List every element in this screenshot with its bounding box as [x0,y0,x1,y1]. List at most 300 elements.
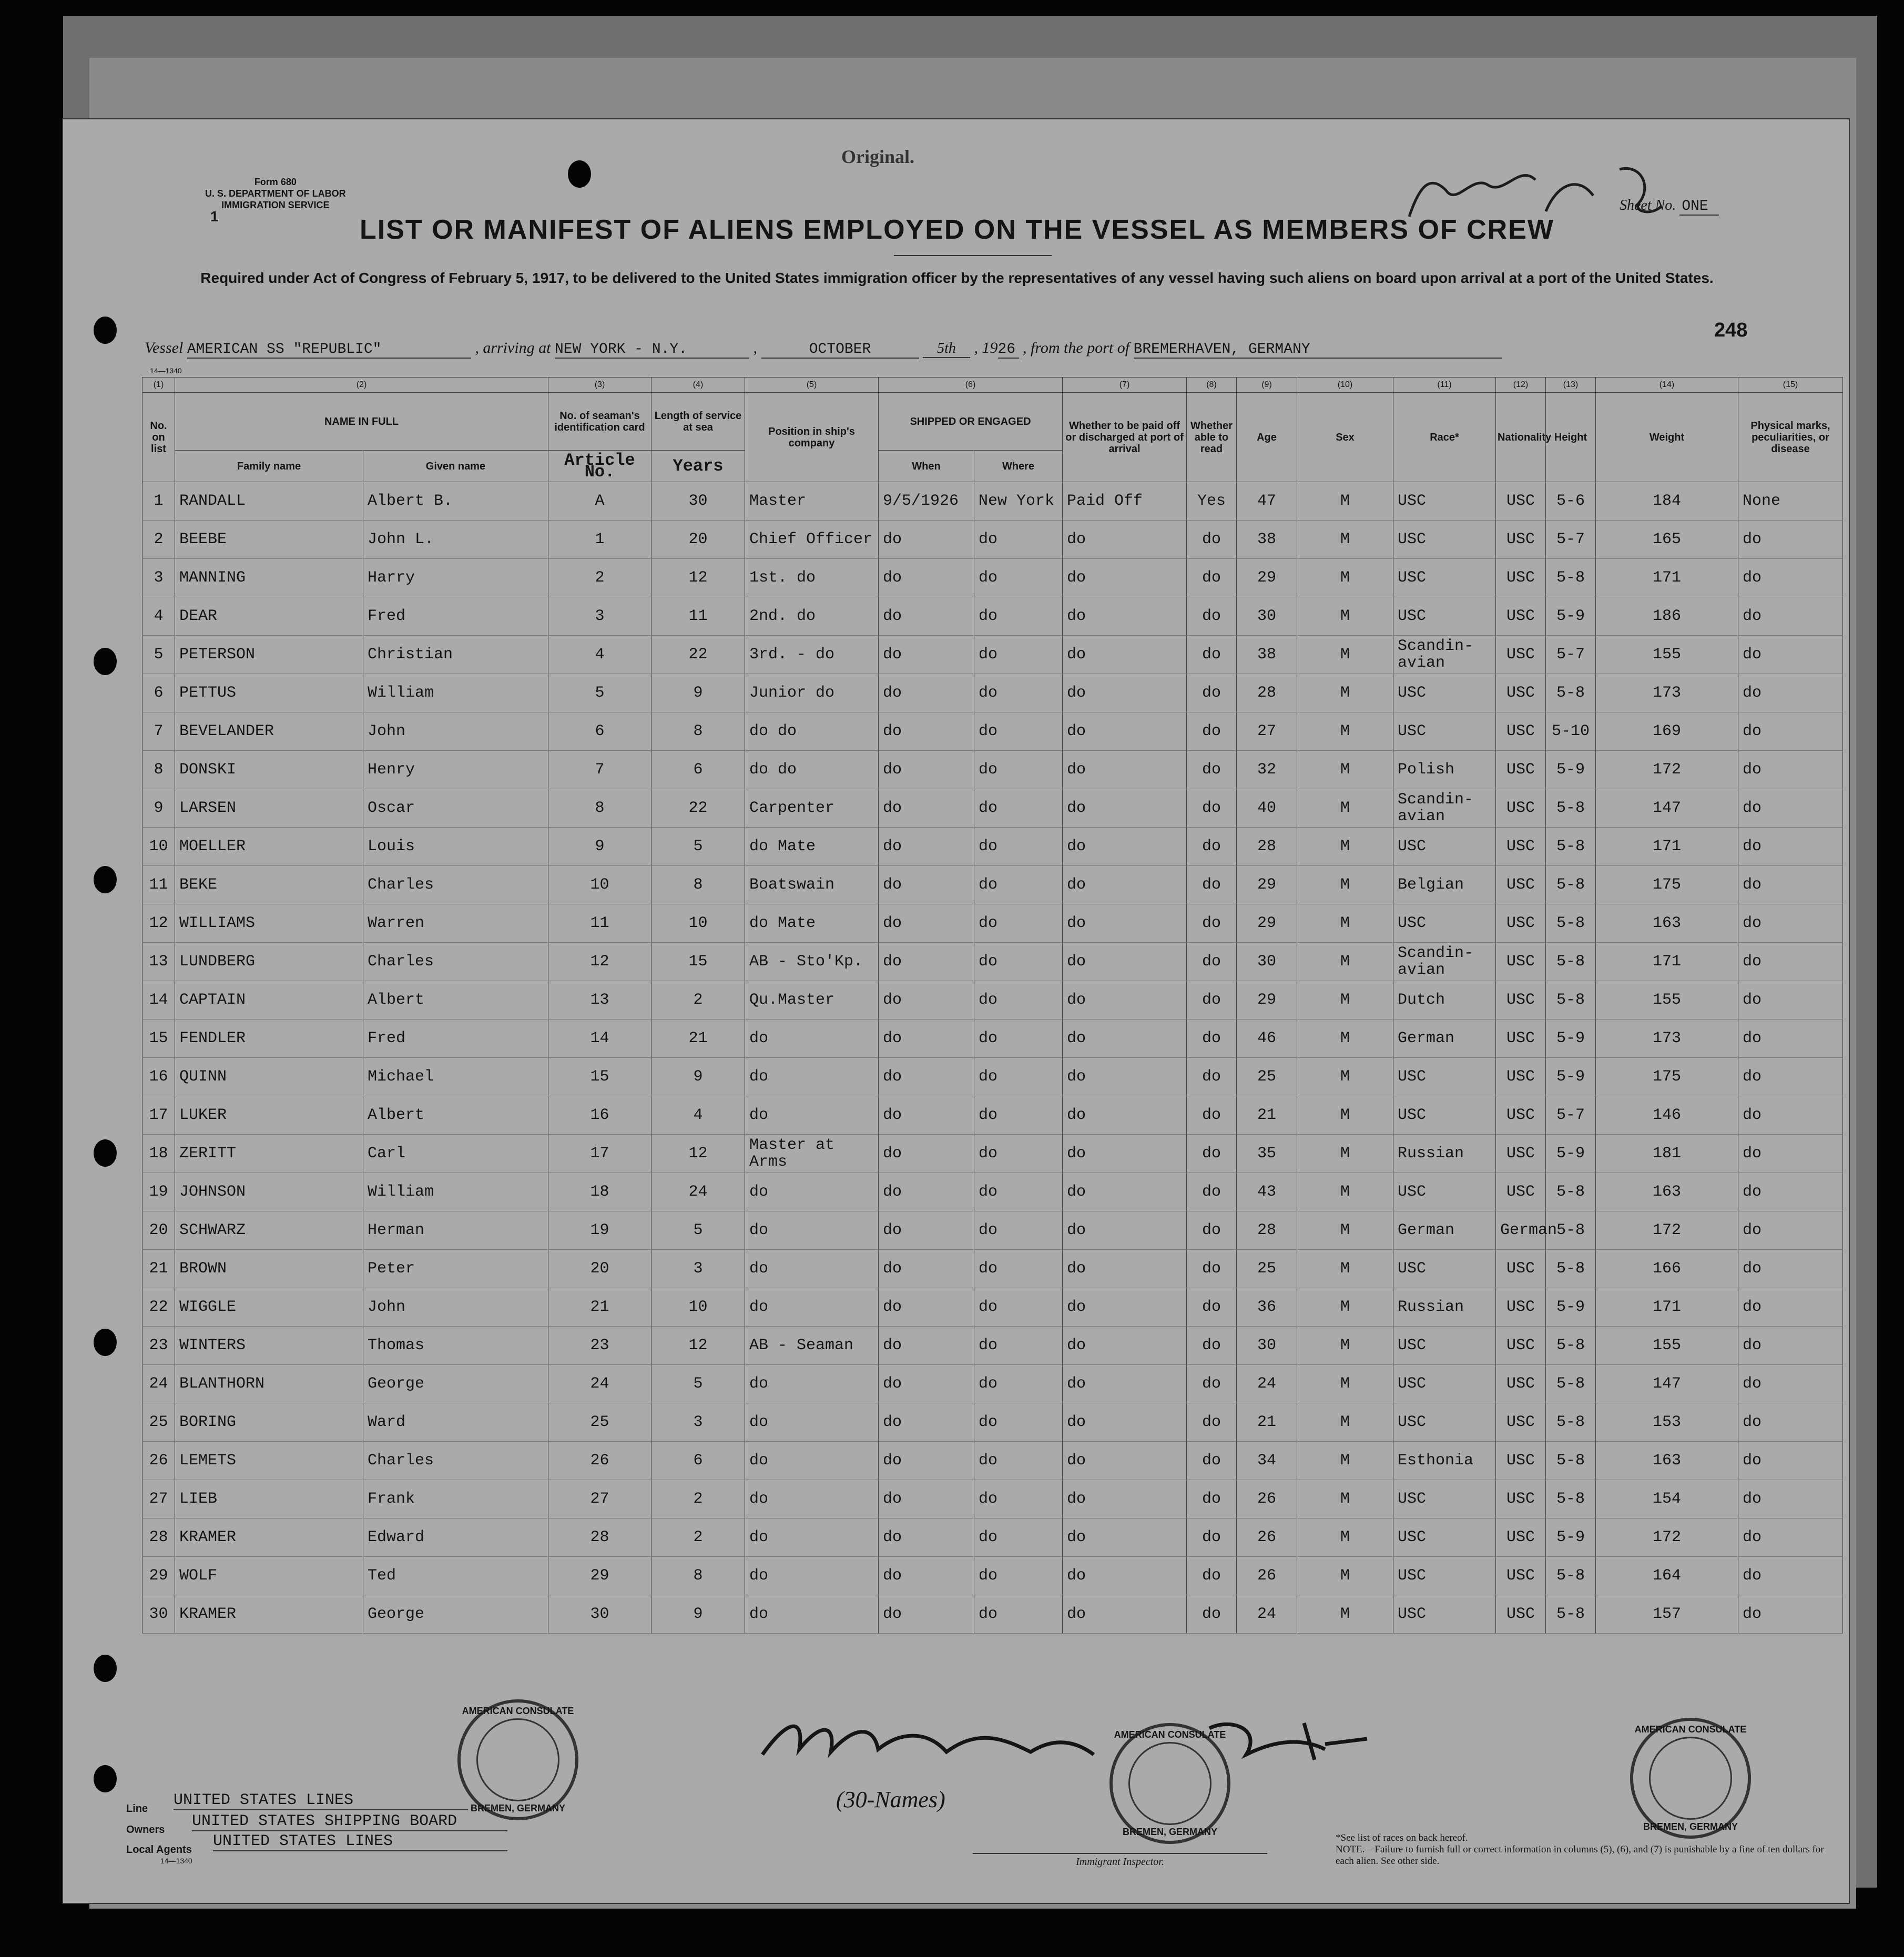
consulate-stamp [457,1699,578,1820]
year-prefix: 19 [982,339,998,356]
height-cell: 5-8 [1546,828,1596,866]
physical-marks-cell: do [1738,828,1843,866]
able-read-cell: do [1187,1518,1237,1557]
service-name: IMMIGRATION SERVICE [221,200,330,210]
weight-cell: 172 [1596,1518,1738,1557]
row-number-cell: 28 [142,1518,175,1557]
row-number-cell: 18 [142,1135,175,1173]
sex-cell: M [1297,1173,1393,1211]
age-cell: 38 [1237,521,1297,559]
able-read-cell: do [1187,1480,1237,1518]
nationality-cell: USC [1496,636,1546,674]
given-name-cell: Albert B. [363,482,548,521]
years-service-cell: 30 [651,482,745,521]
header-article-no: Article No. [548,451,651,482]
shipped-where-cell: do [974,1442,1063,1480]
weight-cell: 153 [1596,1403,1738,1442]
shipped-where-cell: do [974,1557,1063,1595]
row-number-cell: 4 [142,597,175,636]
row-number-cell: 2 [142,521,175,559]
family-name-cell: BEVELANDER [175,712,363,751]
table-row [142,674,1843,712]
weight-cell: 173 [1596,674,1738,712]
shipped-where-cell: do [974,943,1063,981]
age-cell: 26 [1237,1518,1297,1557]
paid-off-cell: Paid Off [1063,482,1187,521]
race-cell: USC [1393,559,1496,597]
weight-cell: 155 [1596,981,1738,1020]
position-cell: do [745,1288,879,1327]
height-cell: 5-7 [1546,521,1596,559]
age-cell: 38 [1237,636,1297,674]
years-service-cell: 22 [651,636,745,674]
height-cell: 5-7 [1546,1096,1596,1135]
header-physical-marks: Physical marks, peculiarities, or disease [1738,393,1843,482]
sex-cell: M [1297,636,1393,674]
position-cell: 2nd. do [745,597,879,636]
arrival-day: 5th [923,340,970,358]
header-height: Height [1546,393,1596,482]
years-service-cell: 15 [651,943,745,981]
table-row [142,1135,1843,1173]
header-position: Position in ship's company [745,393,879,482]
shipped-when-cell: do [879,1327,974,1365]
header-name-in-full: NAME IN FULL [175,393,548,451]
table-row [142,1327,1843,1365]
physical-marks-cell: do [1738,1288,1843,1327]
paid-off-cell: do [1063,1557,1187,1595]
shipped-where-cell: do [974,559,1063,597]
stamp-seal-icon [476,1718,559,1801]
sex-cell: M [1297,1288,1393,1327]
table-row [142,828,1843,866]
table-row [142,559,1843,597]
row-number-cell: 9 [142,789,175,828]
family-name-cell: LIEB [175,1480,363,1518]
row-number-cell: 8 [142,751,175,789]
arrival-month: OCTOBER [761,341,919,359]
weight-cell: 163 [1596,904,1738,943]
header-mark: Original. [841,146,915,167]
position-cell: do do [745,712,879,751]
physical-marks-cell: do [1738,1557,1843,1595]
physical-marks-cell: do [1738,597,1843,636]
table-row [142,1595,1843,1634]
sex-cell: M [1297,482,1393,521]
weight-cell: 147 [1596,789,1738,828]
article-no-cell: 27 [548,1480,651,1518]
sex-cell: M [1297,521,1393,559]
weight-cell: 155 [1596,636,1738,674]
nationality-cell: USC [1496,712,1546,751]
able-read-cell: do [1187,1442,1237,1480]
height-cell: 5-8 [1546,1595,1596,1634]
sex-cell: M [1297,1403,1393,1442]
position-cell: do [745,1211,879,1250]
given-name-cell: Fred [363,597,548,636]
article-no-cell: 26 [548,1442,651,1480]
crew-table [142,377,1843,1634]
able-read-cell: do [1187,1096,1237,1135]
weight-cell: 172 [1596,1211,1738,1250]
given-name-cell: Henry [363,751,548,789]
height-cell: 5-8 [1546,559,1596,597]
years-service-cell: 11 [651,597,745,636]
table-row [142,1250,1843,1288]
shipped-where-cell: do [974,674,1063,712]
physical-marks-cell: do [1738,1327,1843,1365]
nationality-cell: USC [1496,1020,1546,1058]
race-cell: Esthonia [1393,1442,1496,1480]
row-number-cell: 12 [142,904,175,943]
col-num: (1) [142,378,175,393]
age-cell: 29 [1237,904,1297,943]
weight-cell: 154 [1596,1480,1738,1518]
shipped-when-cell: do [879,1173,974,1211]
shipped-when-cell: do [879,1096,974,1135]
shipped-when-cell: do [879,1442,974,1480]
position-cell: Boatswain [745,866,879,904]
nationality-cell: USC [1496,1518,1546,1557]
table-row [142,1480,1843,1518]
stamp-bottom-text: BREMEN, GERMANY [470,1803,565,1813]
family-name-cell: DEAR [175,597,363,636]
paid-off-cell: do [1063,1365,1187,1403]
given-name-cell: George [363,1595,548,1634]
row-number-cell: 3 [142,559,175,597]
shipped-where-cell: do [974,981,1063,1020]
height-cell: 5-8 [1546,1250,1596,1288]
table-row [142,1518,1843,1557]
able-read-cell: do [1187,597,1237,636]
shipped-where-cell: do [974,1480,1063,1518]
race-cell: Polish [1393,751,1496,789]
paid-off-cell: do [1063,674,1187,712]
line-label: Line [126,1803,148,1815]
physical-marks-cell: do [1738,1365,1843,1403]
family-name-cell: WOLF [175,1557,363,1595]
family-name-cell: JOHNSON [175,1173,363,1211]
years-service-cell: 9 [651,1058,745,1096]
sex-cell: M [1297,1480,1393,1518]
header-length-service: Length of service at sea [651,393,745,451]
shipped-when-cell: do [879,981,974,1020]
nationality-cell: USC [1496,751,1546,789]
header-shipped-engaged: SHIPPED OR ENGAGED [879,393,1063,451]
table-row [142,1211,1843,1250]
age-cell: 29 [1237,981,1297,1020]
col-num: (13) [1546,378,1596,393]
given-name-cell: George [363,1365,548,1403]
row-number-cell: 6 [142,674,175,712]
age-cell: 43 [1237,1173,1297,1211]
race-cell: Russian [1393,1135,1496,1173]
weight-cell: 164 [1596,1557,1738,1595]
shipped-when-cell: do [879,1211,974,1250]
height-cell: 5-8 [1546,674,1596,712]
table-row [142,521,1843,559]
shipped-when-cell: 9/5/1926 [879,482,974,521]
shipped-where-cell: do [974,751,1063,789]
family-name-cell: MOELLER [175,828,363,866]
col-num: (14) [1596,378,1738,393]
position-cell: do Mate [745,904,879,943]
header-when: When [879,451,974,482]
shipped-where-cell: do [974,1096,1063,1135]
position-cell: Chief Officer [745,521,879,559]
agents-value: UNITED STATES LINES [213,1832,507,1851]
sex-cell: M [1297,1211,1393,1250]
given-name-cell: Fred [363,1020,548,1058]
paid-off-cell: do [1063,828,1187,866]
header-id-card: No. of seaman's identification card [548,393,651,451]
position-cell: Qu.Master [745,981,879,1020]
header-given-name: Given name [363,451,548,482]
race-cell: USC [1393,712,1496,751]
paid-off-cell: do [1063,1595,1187,1634]
column-number-row [142,378,1843,393]
physical-marks-cell: do [1738,712,1843,751]
family-name-cell: PETERSON [175,636,363,674]
nationality-cell: USC [1496,1173,1546,1211]
paid-off-cell: do [1063,1327,1187,1365]
article-no-cell: 23 [548,1327,651,1365]
age-cell: 24 [1237,1365,1297,1403]
nationality-cell: USC [1496,674,1546,712]
nationality-cell: USC [1496,559,1546,597]
given-name-cell: Ward [363,1403,548,1442]
header-years: Years [651,451,745,482]
col-num: (11) [1393,378,1496,393]
race-cell: USC [1393,1365,1496,1403]
height-cell: 5-8 [1546,1327,1596,1365]
position-cell: do [745,1518,879,1557]
given-name-cell: William [363,674,548,712]
row-number-cell: 26 [142,1442,175,1480]
col-num: (15) [1738,378,1843,393]
years-service-cell: 3 [651,1403,745,1442]
inspector-label: Immigrant Inspector. [973,1853,1267,1868]
family-name-cell: SCHWARZ [175,1211,363,1250]
paid-off-cell: do [1063,1096,1187,1135]
able-read-cell: do [1187,751,1237,789]
age-cell: 27 [1237,712,1297,751]
shipped-when-cell: do [879,789,974,828]
nationality-cell: USC [1496,1327,1546,1365]
header-family-name: Family name [175,451,363,482]
weight-cell: 155 [1596,1327,1738,1365]
paid-off-cell: do [1063,597,1187,636]
nationality-cell: USC [1496,866,1546,904]
col-num: (3) [548,378,651,393]
family-name-cell: BEEBE [175,521,363,559]
height-cell: 5-6 [1546,482,1596,521]
paid-off-cell: do [1063,943,1187,981]
shipped-where-cell: do [974,904,1063,943]
page-title: LIST OR MANIFEST OF ALIENS EMPLOYED ON THE VESSEL AS MEMBERS OF CREW [360,215,1554,245]
race-cell: USC [1393,1403,1496,1442]
able-read-cell: do [1187,521,1237,559]
nationality-cell: German [1496,1211,1546,1250]
physical-marks-cell: do [1738,1020,1843,1058]
sex-cell: M [1297,1096,1393,1135]
years-service-cell: 4 [651,1096,745,1135]
article-no-cell: A [548,482,651,521]
paid-off-cell: do [1063,1518,1187,1557]
position-cell: do [745,1557,879,1595]
table-row [142,1365,1843,1403]
position-cell: do [745,1250,879,1288]
years-service-cell: 9 [651,1595,745,1634]
years-service-cell: 8 [651,1557,745,1595]
age-cell: 25 [1237,1058,1297,1096]
row-number-cell: 20 [142,1211,175,1250]
article-no-cell: 30 [548,1595,651,1634]
age-cell: 21 [1237,1403,1297,1442]
height-cell: 5-9 [1546,1518,1596,1557]
race-cell: USC [1393,521,1496,559]
article-no-cell: 29 [548,1557,651,1595]
stamp-top-text: AMERICAN CONSULATE [1634,1724,1747,1735]
age-cell: 28 [1237,828,1297,866]
from-label: , from the port of [1023,339,1130,356]
age-cell: 30 [1237,597,1297,636]
age-cell: 34 [1237,1442,1297,1480]
column-header-row [142,393,1843,451]
stamp-top-text: AMERICAN CONSULATE [1114,1729,1226,1740]
article-no-cell: 5 [548,674,651,712]
height-cell: 5-8 [1546,981,1596,1020]
height-cell: 5-8 [1546,943,1596,981]
line-value: UNITED STATES LINES [174,1791,468,1810]
table-row [142,1403,1843,1442]
physical-marks-cell: do [1738,1442,1843,1480]
binder-hole [94,1765,117,1792]
nationality-cell: USC [1496,1442,1546,1480]
row-number-cell: 17 [142,1096,175,1135]
sex-cell: M [1297,1595,1393,1634]
table-row [142,943,1843,981]
header-race: Race* [1393,393,1496,482]
physical-marks-cell: None [1738,482,1843,521]
shipped-when-cell: do [879,1595,974,1634]
table-row [142,1020,1843,1058]
years-service-cell: 5 [651,1365,745,1403]
able-read-cell: do [1187,866,1237,904]
table-row [142,1173,1843,1211]
article-no-cell: 14 [548,1020,651,1058]
sheet-value: ONE [1679,198,1718,216]
consulate-stamp [1630,1718,1751,1839]
stamp-bottom-text: BREMEN, GERMANY [1122,1827,1217,1837]
col-num: (4) [651,378,745,393]
physical-marks-cell: do [1738,981,1843,1020]
row-number-cell: 7 [142,712,175,751]
row-number-cell: 19 [142,1173,175,1211]
row-number-cell: 15 [142,1020,175,1058]
sex-cell: M [1297,712,1393,751]
family-name-cell: QUINN [175,1058,363,1096]
binder-hole [94,1329,117,1356]
age-cell: 29 [1237,559,1297,597]
row-number-cell: 16 [142,1058,175,1096]
years-service-cell: 9 [651,674,745,712]
table-row [142,597,1843,636]
row-number-cell: 1 [142,482,175,521]
position-cell: do [745,1442,879,1480]
years-service-cell: 21 [651,1020,745,1058]
height-cell: 5-9 [1546,1020,1596,1058]
article-no-cell: 20 [548,1250,651,1288]
sex-cell: M [1297,904,1393,943]
age-cell: 26 [1237,1557,1297,1595]
note-penalty: NOTE.—Failure to furnish full or correct information in columns (5), (6), and (7) is punishable by a fine of ten dollars for each alien. See other side. [1336,1844,1824,1867]
years-service-cell: 12 [651,1135,745,1173]
paid-off-cell: do [1063,712,1187,751]
note-races: *See list of races on back hereof. [1336,1832,1468,1843]
weight-cell: 163 [1596,1173,1738,1211]
paid-off-cell: do [1063,904,1187,943]
row-number-cell: 14 [142,981,175,1020]
form-tag: 1 [210,208,219,225]
paid-off-cell: do [1063,636,1187,674]
height-cell: 5-9 [1546,597,1596,636]
race-cell: USC [1393,1173,1496,1211]
given-name-cell: Michael [363,1058,548,1096]
position-cell: AB - Sto'Kp. [745,943,879,981]
nationality-cell: USC [1496,1096,1546,1135]
physical-marks-cell: do [1738,1058,1843,1096]
row-number-cell: 5 [142,636,175,674]
able-read-cell: do [1187,559,1237,597]
race-cell: USC [1393,1250,1496,1288]
race-cell: Scandin-avian [1393,789,1496,828]
shipped-where-cell: do [974,1250,1063,1288]
table-row [142,1096,1843,1135]
arriving-label: , arriving at [475,339,551,356]
given-name-cell: Edward [363,1518,548,1557]
binder-hole [568,160,591,188]
family-name-cell: BEKE [175,866,363,904]
position-cell: do [745,1058,879,1096]
table-row [142,1288,1843,1327]
table-row [142,981,1843,1020]
stamp-bottom-text: BREMEN, GERMANY [1643,1821,1738,1832]
sex-cell: M [1297,866,1393,904]
given-name-cell: Oscar [363,789,548,828]
height-cell: 5-9 [1546,1135,1596,1173]
race-cell: USC [1393,1518,1496,1557]
nationality-cell: USC [1496,1480,1546,1518]
able-read-cell: do [1187,1595,1237,1634]
vessel-label: Vessel [145,339,184,356]
family-name-cell: ZERITT [175,1135,363,1173]
race-cell: USC [1393,828,1496,866]
paid-off-cell: do [1063,751,1187,789]
family-name-cell: LARSEN [175,789,363,828]
able-read-cell: Yes [1187,482,1237,521]
family-name-cell: LUNDBERG [175,943,363,981]
height-cell: 5-8 [1546,866,1596,904]
table-row [142,1442,1843,1480]
physical-marks-cell: do [1738,943,1843,981]
position-cell: do [745,1096,879,1135]
paid-off-cell: do [1063,521,1187,559]
family-name-cell: PETTUS [175,674,363,712]
height-cell: 5-9 [1546,751,1596,789]
position-cell: do [745,1595,879,1634]
table-row [142,482,1843,521]
